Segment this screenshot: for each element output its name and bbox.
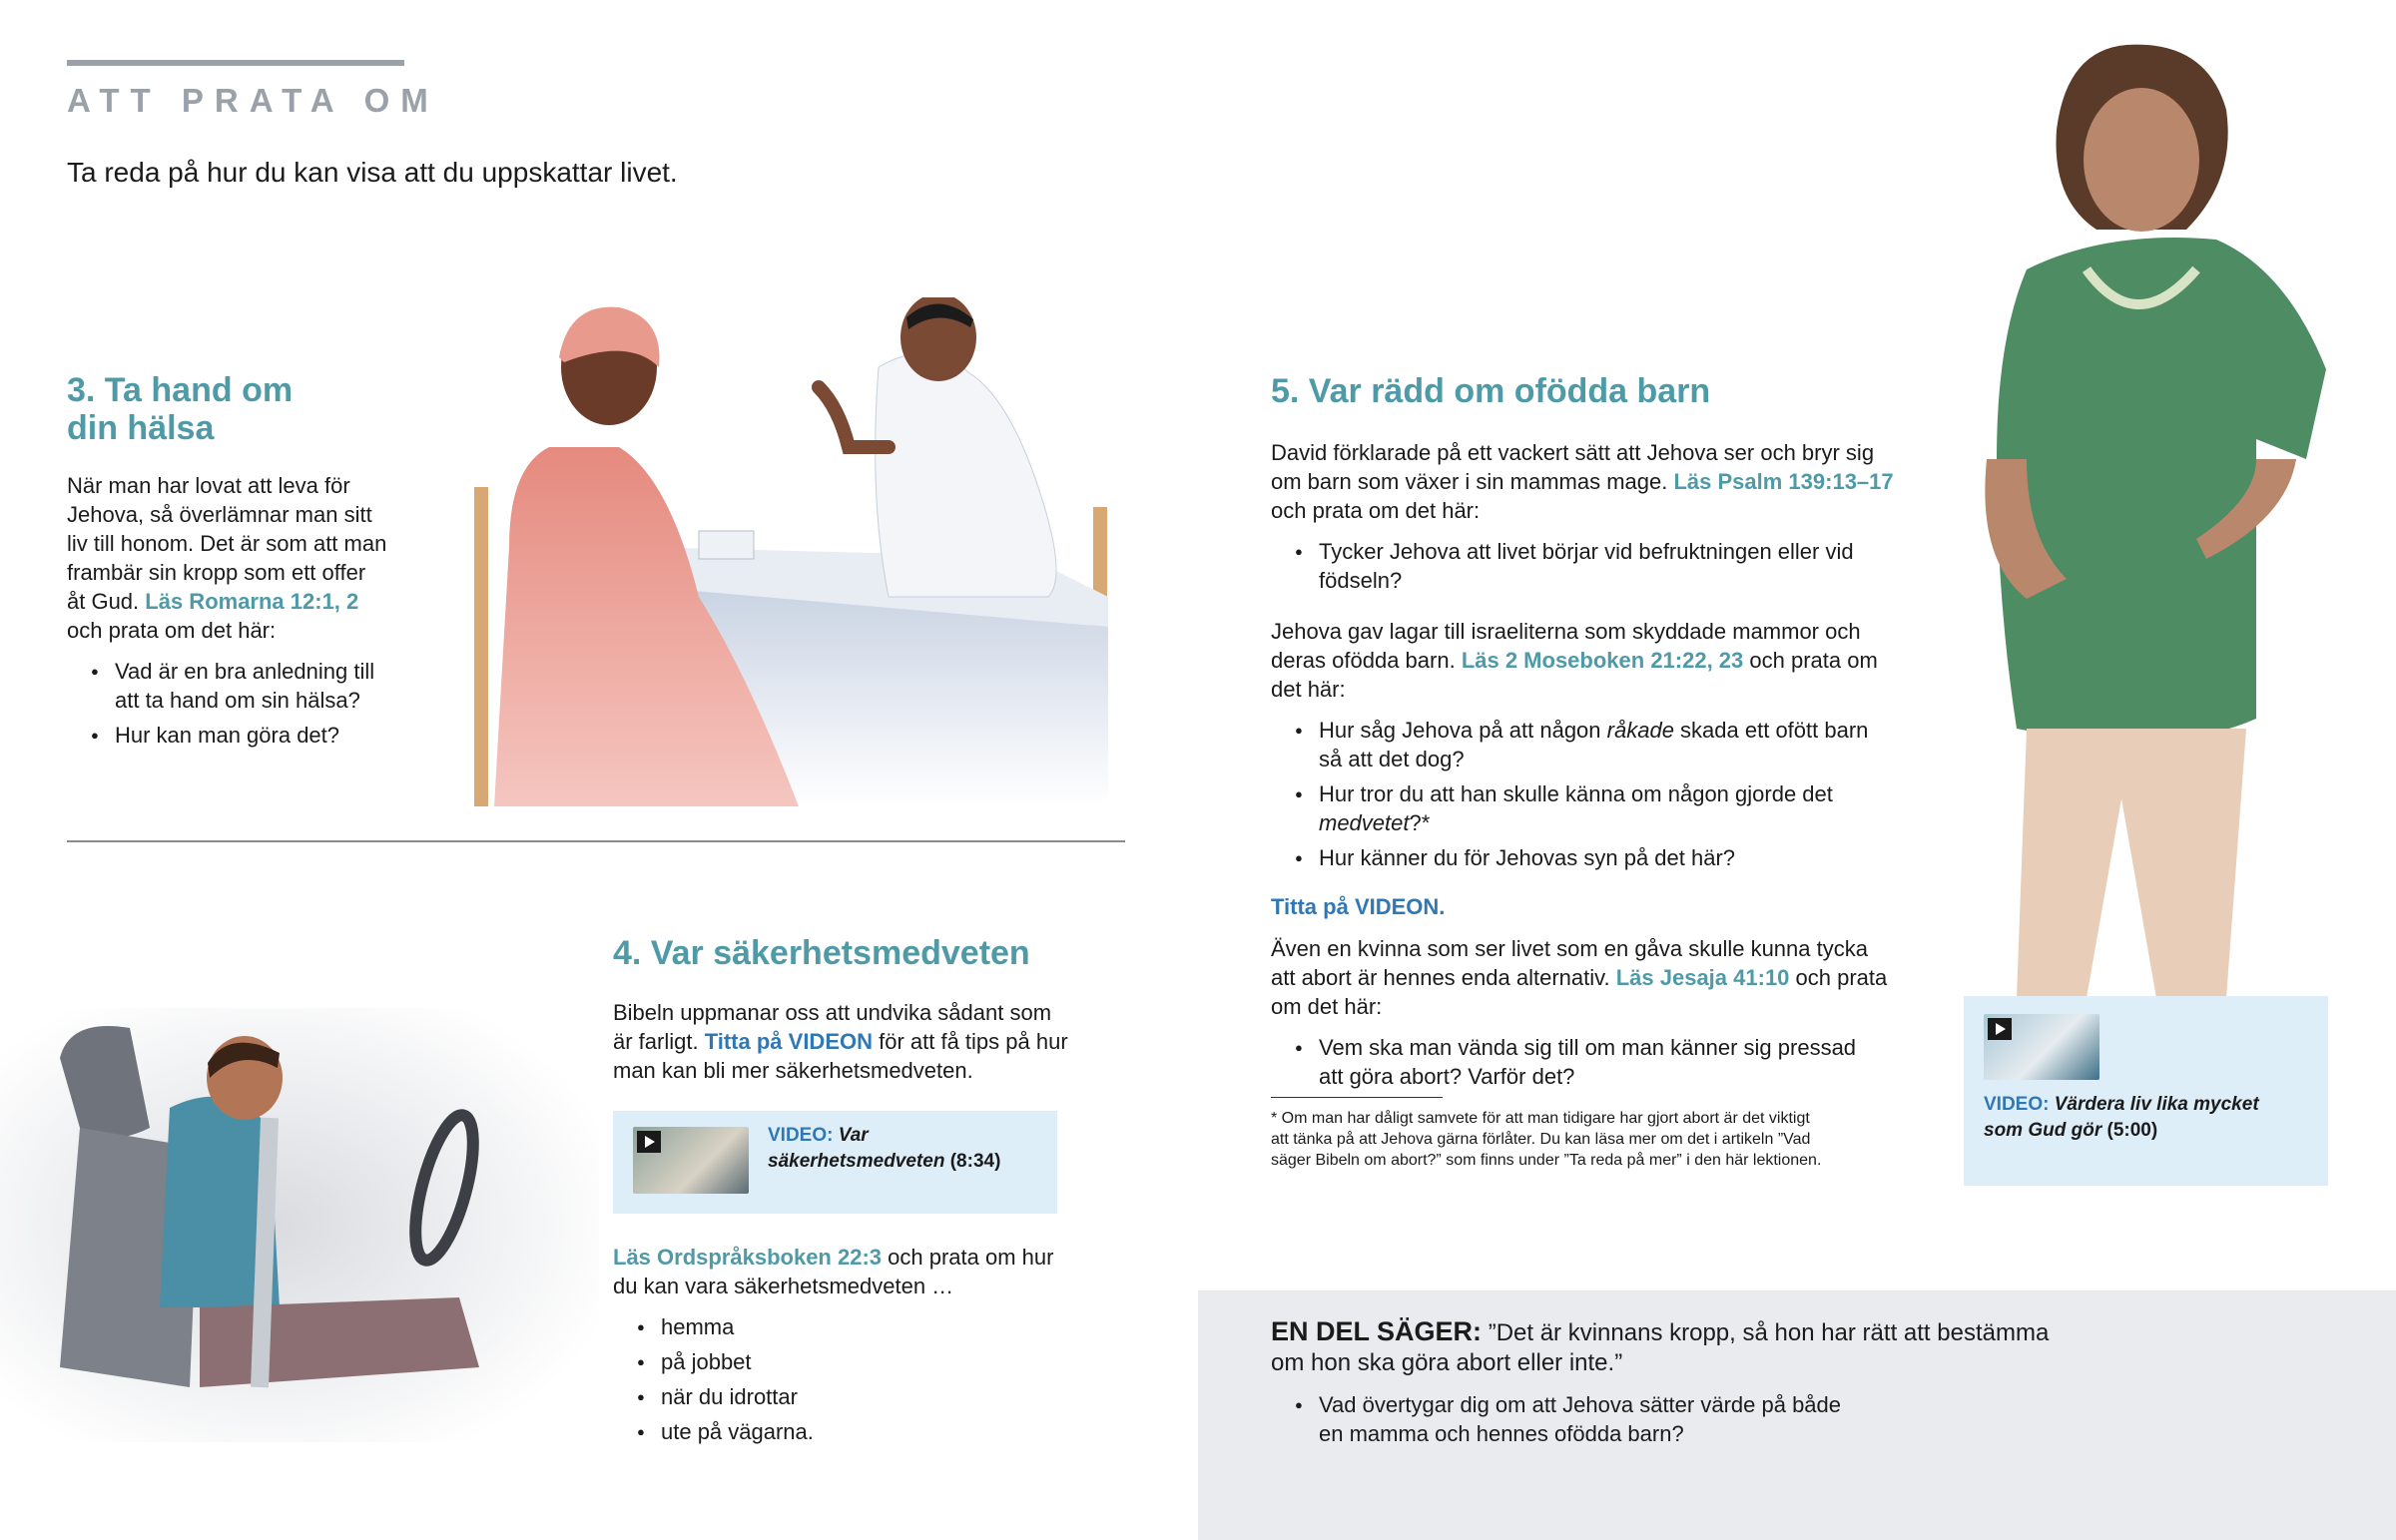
scripture-link-exodus[interactable]: Läs 2 Moseboken 21:22, 23 bbox=[1461, 648, 1744, 673]
some-say-label: EN DEL SÄGER: bbox=[1271, 1316, 1483, 1346]
play-icon[interactable] bbox=[637, 1131, 661, 1153]
section-4-reading: Läs Ordspråksboken 22:3 och prata om hur du kan vara säkerhetsmedveten … ● hemma ● på jobbet ● när du idrottar ● ute på vägarna. bbox=[613, 1243, 1172, 1452]
watch-video-heading[interactable]: Titta på VIDEON. bbox=[1271, 894, 1446, 919]
list-item: ● Hur kan man göra det? bbox=[67, 721, 446, 750]
watch-video-link[interactable]: Titta på VIDEON bbox=[704, 1029, 873, 1054]
scripture-link-proverbs[interactable]: Läs Ordspråksboken 22:3 bbox=[613, 1245, 883, 1270]
list-item: ● Vem ska man vända sig till om man känner sig pressad att göra abort? Varför det? bbox=[1271, 1033, 1930, 1091]
list-item: ● Tycker Jehova att livet börjar vid befruktningen eller vid födseln? bbox=[1271, 537, 1930, 595]
some-say-text: EN DEL SÄGER: ”Det är kvinnans kropp, så hon har rätt att bestämma om hon ska göra abort eller inte.” bbox=[1271, 1316, 2050, 1376]
kicker-title: ATT PRATA OM bbox=[67, 82, 439, 119]
video-thumbnail[interactable] bbox=[1984, 1014, 2099, 1080]
intro-text: Ta reda på hur du kan visa att du uppskattar livet. bbox=[67, 157, 678, 188]
section-3-questions bbox=[67, 657, 446, 750]
section-4 bbox=[613, 934, 1172, 1085]
section-5-p1: David förklarade på ett vackert sätt att Jehova ser och bryr sig om barn som växer i sin mammas mage. Läs Psalm 139:13–17 och prata om det här: bbox=[1271, 440, 1894, 523]
footnote-rule bbox=[1271, 1097, 1443, 1098]
list-item: ● Vad är en bra anledning till att ta hand om sin hälsa? bbox=[67, 657, 446, 715]
scripture-link-isaiah[interactable]: Läs Jesaja 41:10 bbox=[1615, 965, 1790, 990]
list-item: ● Vad övertygar dig om att Jehova sätter värde på både en mamma och hennes ofödda barn? bbox=[1271, 1390, 2269, 1448]
section-3-title-line2: din hälsa bbox=[67, 409, 215, 447]
section-4-body: Bibeln uppmanar oss att undvika sådant som är farligt. Titta på VIDEON för att få tips på hur man kan bli mer säkerhetsmedveten. bbox=[613, 1000, 1068, 1083]
section-4-title: 4. Var säkerhetsmedveten bbox=[613, 934, 1030, 972]
section-3 bbox=[67, 371, 446, 756]
body-line: åt Gud. bbox=[67, 589, 146, 614]
body-line: När man har lovat att leva för bbox=[67, 473, 350, 498]
section-5-title: 5. Var rädd om ofödda barn bbox=[1271, 372, 1711, 410]
list-item: ● Hur såg Jehova på att någon råkade skada ett ofött barn så att det dog? bbox=[1271, 716, 1930, 773]
list-item: ● Hur känner du för Jehovas syn på det här? bbox=[1271, 843, 1930, 872]
video-caption: VIDEO: Var säkerhetsmedveten (8:34) bbox=[768, 1125, 1001, 1172]
body-line: och prata om det här: bbox=[67, 618, 277, 643]
some-say-question bbox=[1271, 1390, 2269, 1454]
pregnant-woman-illustration bbox=[1957, 40, 2356, 998]
video-caption: VIDEO: Värdera liv lika mycket som Gud gör (5:00) bbox=[1984, 1094, 2259, 1141]
section-5-p2: Jehova gav lagar till israeliterna som skyddade mammor och deras ofödda barn. Läs 2 Moseboken 21:22, 23 och prata om det här: bbox=[1271, 619, 1878, 702]
section-3-body bbox=[67, 471, 446, 645]
section-5-q1 bbox=[1271, 537, 1930, 595]
body-line: liv till honom. Det är som att man bbox=[67, 531, 387, 556]
scripture-link-psalm[interactable]: Läs Psalm 139:13–17 bbox=[1673, 469, 1894, 494]
kicker-rule bbox=[67, 60, 404, 66]
video-card-value-life[interactable] bbox=[1964, 996, 2328, 1186]
list-item: ● Hur tror du att han skulle känna om någon gjorde det medvetet?* bbox=[1271, 779, 1930, 837]
list-item: ● ute på vägarna. bbox=[613, 1417, 1172, 1446]
scripture-link-romans[interactable]: Läs Romarna 12:1, 2 bbox=[145, 589, 359, 614]
section-4-list bbox=[613, 1312, 1172, 1446]
section-5 bbox=[1271, 372, 1930, 1171]
some-say-panel bbox=[1198, 1290, 2396, 1540]
section-3-title bbox=[67, 371, 446, 447]
section-divider bbox=[67, 840, 1125, 842]
section-3-title-line1: 3. Ta hand om bbox=[67, 371, 294, 409]
seatbelt-illustration bbox=[0, 1008, 599, 1442]
list-item: ● när du idrottar bbox=[613, 1382, 1172, 1411]
list-item: ● på jobbet bbox=[613, 1347, 1172, 1376]
doctor-visit-illustration bbox=[469, 297, 1128, 806]
body-line: Jehova, så överlämnar man sitt bbox=[67, 502, 372, 527]
play-icon[interactable] bbox=[1988, 1018, 2012, 1040]
list-item: ● hemma bbox=[613, 1312, 1172, 1341]
video-thumbnail[interactable] bbox=[633, 1127, 749, 1194]
body-line: frambär sin kropp som ett offer bbox=[67, 560, 366, 585]
section-5-q3 bbox=[1271, 1033, 1930, 1091]
video-card-safety[interactable] bbox=[613, 1111, 1057, 1214]
section-5-q2 bbox=[1271, 716, 1930, 872]
section-5-p3: Även en kvinna som ser livet som en gåva skulle kunna tycka att abort är hennes enda alternativ. Läs Jesaja 41:10 och prata om det här: bbox=[1271, 936, 1888, 1019]
footnote: * Om man har dåligt samvete för att man tidigare har gjort abort är det viktigt att tänka på att Jehova gärna förlåter. Du kan läsa mer om det i artikeln ”Vad säger Bibeln om abort?” som finns under ”Ta reda på mer” i den här lektionen. bbox=[1271, 1110, 1822, 1169]
